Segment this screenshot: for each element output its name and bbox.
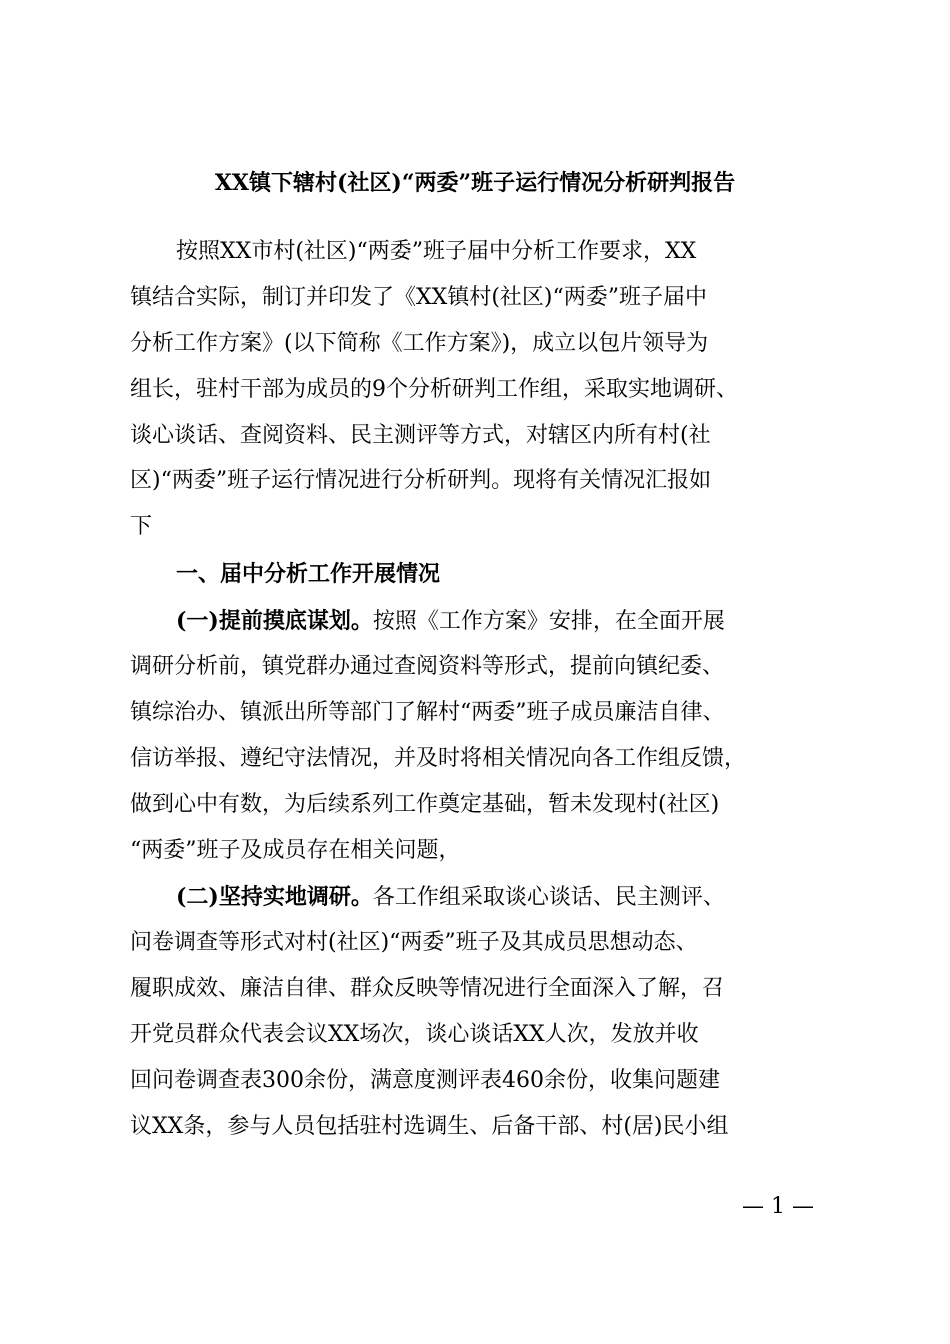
para1-line-3: 镇综治办、镇派出所等部门了解村“两委”班子成员廉洁自律、 bbox=[130, 700, 725, 725]
intro-line-7: 下 bbox=[130, 514, 153, 539]
document-title: XX镇下辖村(社区)“两委”班子运行情况分析研判报告 bbox=[214, 170, 736, 196]
intro-line-3: 分析工作方案》(以下简称《工作方案》)，成立以包片领导为 bbox=[130, 331, 709, 356]
para1-text: 按照《工作方案》安排，在全面开展 bbox=[372, 609, 725, 634]
para1-lead: (一)提前摸底谋划。 bbox=[176, 608, 373, 634]
para2-line-2: 问卷调查等形式对村(社区)“两委”班子及其成员思想动态、 bbox=[130, 930, 698, 955]
para2-line-1 bbox=[176, 882, 725, 913]
intro-line-2: 镇结合实际，制订并印发了《XX镇村(社区)“两委”班子届中 bbox=[130, 285, 707, 310]
para1-line-2: 调研分析前，镇党群办通过查阅资料等形式，提前向镇纪委、 bbox=[130, 654, 725, 679]
para2-lead: (二)坚持实地调研。 bbox=[176, 884, 373, 910]
para1-line-4: 信访举报、遵纪守法情况，并及时将相关情况向各工作组反馈， bbox=[130, 746, 747, 771]
para1-line-1 bbox=[176, 606, 725, 637]
para2-line-5: 回问卷调查表300余份，满意度测评表460余份，收集问题建 bbox=[130, 1068, 720, 1093]
para2-line-4: 开党员群众代表会议XX场次，谈心谈话XX人次，发放并收 bbox=[130, 1022, 699, 1047]
page-number: — 1 — bbox=[742, 1194, 814, 1219]
intro-line-6: 区)“两委”班子运行情况进行分析研判。现将有关情况汇报如 bbox=[130, 468, 712, 493]
para1-line-6: “两委”班子及成员存在相关问题， bbox=[130, 838, 461, 863]
intro-line-1: 按照XX市村(社区)“两委”班子届中分析工作要求，XX bbox=[176, 239, 697, 264]
intro-line-4: 组长，驻村干部为成员的9个分析研判工作组，采取实地调研、 bbox=[130, 377, 738, 402]
section-heading-1: 一、届中分析工作开展情况 bbox=[176, 562, 441, 587]
para2-text: 各工作组采取谈心谈话、民主测评、 bbox=[372, 885, 725, 910]
para2-line-6: 议XX条，参与人员包括驻村选调生、后备干部、村(居)民小组 bbox=[130, 1114, 729, 1139]
intro-line-5: 谈心谈话、查阅资料、民主测评等方式，对辖区内所有村(社 bbox=[130, 423, 711, 448]
para2-line-3: 履职成效、廉洁自律、群众反映等情况进行全面深入了解，召 bbox=[130, 976, 725, 1001]
para1-line-5: 做到心中有数，为后续系列工作奠定基础，暂未发现村(社区) bbox=[130, 792, 720, 817]
